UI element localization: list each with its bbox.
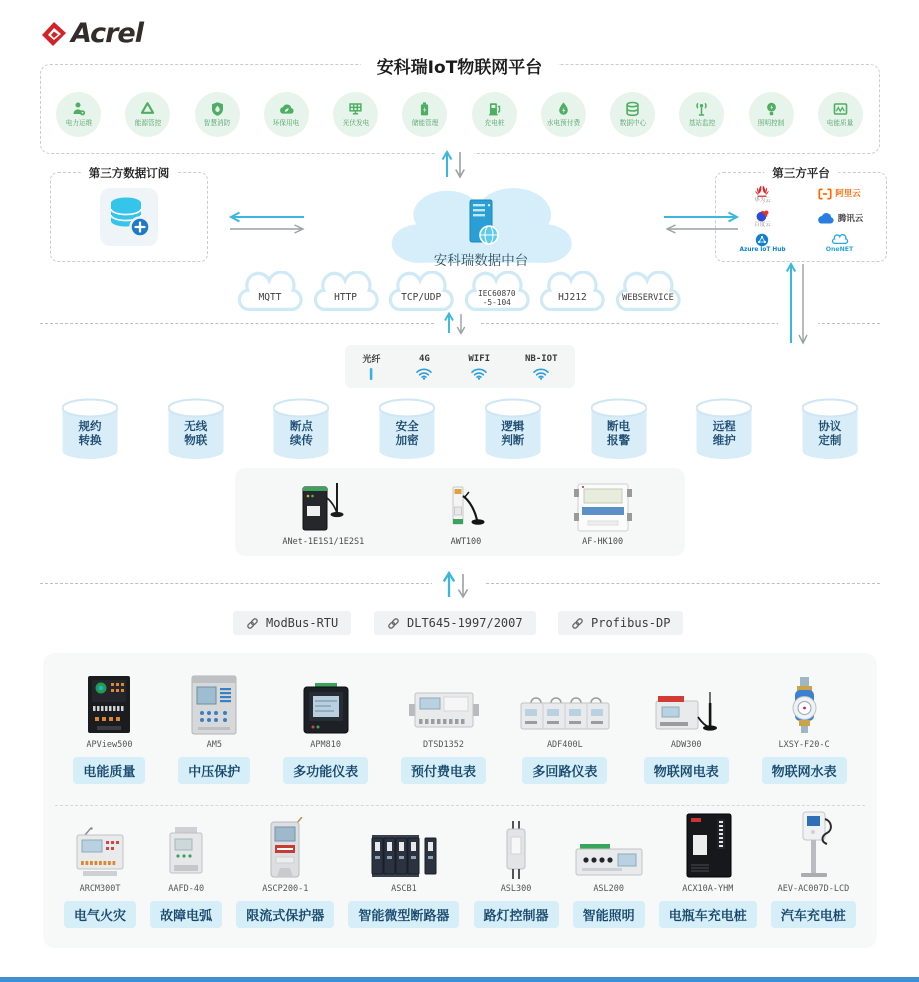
product-image-asl200 [574, 839, 644, 879]
conn-fiber: 光纤 [362, 352, 380, 381]
product-image-ascb1 [368, 833, 440, 879]
tencent-cloud-icon [816, 212, 835, 225]
fiber-icon [363, 367, 379, 381]
platform-title: 安科瑞IoT物联网平台 [0, 53, 919, 78]
wifi-icon [415, 366, 433, 380]
product-image-apm810 [301, 683, 351, 735]
link-icon [387, 617, 400, 630]
database-subscribe-tile [100, 188, 158, 246]
protocol-cloud-iec60870: IEC60870 -5-104 [460, 271, 534, 319]
product-category-tag: 多回路仪表 [522, 757, 607, 784]
field-protocol-modbus: ModBus-RTU [233, 611, 351, 635]
product-image-adw300 [653, 687, 719, 735]
wifi-icon [470, 366, 488, 380]
product-ascp200-1: ASCP200-1 限流式保护器 [236, 813, 334, 928]
database-subscribe-icon [105, 194, 153, 240]
azure-iot-hub-icon [755, 233, 769, 247]
eco-power-icon [278, 101, 295, 117]
protocol-cloud-webservice: WEBSERVICE [611, 271, 685, 319]
power-quality-icon [832, 101, 849, 117]
conn-4g: 4G [415, 354, 433, 380]
huawei-cloud-icon [754, 185, 770, 198]
power-ops-icon [70, 101, 87, 117]
platform-huawei-cloud: 华为云 [754, 185, 771, 205]
conn-wifi: WIFI [468, 354, 490, 380]
gateway-devices-box [235, 468, 685, 556]
sync-arrows-right-vertical [784, 260, 810, 346]
product-adf400l: ADF400L 多回路仪表 [519, 669, 611, 784]
platform-azure-iot-hub: Azure IoT Hub [739, 233, 785, 254]
data-center-icon [624, 101, 641, 117]
product-category-tag: 电气火灾 [64, 901, 136, 928]
product-asl300: ASL300 路灯控制器 [474, 813, 559, 928]
capability-cylinder: 断电 报警 [591, 398, 647, 460]
product-category-tag: 物联网电表 [644, 757, 729, 784]
product-image-asl300 [494, 821, 538, 879]
app-item-solar: 光伏发电 [333, 92, 378, 137]
platform-tencent-cloud: 腾讯云 [816, 212, 864, 225]
gateway-af-hk100: AF-HK100 [568, 482, 638, 547]
app-item-power-ops: 电力运维 [56, 92, 101, 137]
product-ascb1: ASCB1 智能微型断路器 [348, 813, 459, 928]
product-lxsy-f20-c: LXSY-F20-C 物联网水表 [762, 669, 847, 784]
data-hub-server-icon [461, 199, 501, 247]
alibaba-cloud-icon [818, 188, 832, 200]
link-icon [571, 617, 584, 630]
product-image-arcm300t [71, 827, 129, 879]
product-category-tag: 限流式保护器 [236, 901, 334, 928]
product-category-tag: 预付费电表 [401, 757, 486, 784]
field-protocol-dlt645: DLT645-1997/2007 [374, 611, 536, 635]
product-aafd-40: AAFD-40 故障电弧 [150, 813, 222, 928]
capability-cylinder: 安全 加密 [379, 398, 435, 460]
product-aev-ac007d-lcd: AEV-AC007D-LCD 汽车充电桩 [771, 813, 856, 928]
onenet-icon [831, 234, 849, 246]
ev-charger-icon [486, 101, 503, 117]
protocol-cloud-tcp-udp: TCP/UDP [384, 271, 458, 319]
product-category-tag: 物联网水表 [762, 757, 847, 784]
third-party-data-subscription-box [50, 166, 208, 262]
product-image-lxsy-f20-c [782, 677, 827, 735]
app-item-eco-power: 环保用电 [264, 92, 309, 137]
app-item-prepaid-water-power: 水电预付费 [541, 92, 586, 137]
products-panel [43, 653, 877, 948]
product-image-dtsd1352 [408, 687, 480, 735]
app-item-base-station: 基站监控 [679, 92, 724, 137]
exchange-arrows-left [226, 210, 308, 236]
fire-safety-icon [209, 101, 226, 117]
capability-cylinder: 无线 物联 [168, 398, 224, 460]
product-image-adf400l [519, 693, 611, 735]
acrel-data-hub-cloud [373, 186, 589, 282]
product-adw300: ADW300 物联网电表 [644, 669, 729, 784]
platform-alibaba-cloud: 阿里云 [818, 188, 861, 200]
gateway-image-af-hk100 [568, 482, 638, 534]
product-image-ascp200-1 [263, 817, 307, 879]
app-item-fire-safety: 智慧消防 [195, 92, 240, 137]
capabilities-row [62, 398, 858, 460]
product-apm810: APM810 多功能仪表 [283, 669, 368, 784]
product-category-tag: 路灯控制器 [474, 901, 559, 928]
capability-cylinder: 远程 维护 [696, 398, 752, 460]
capability-cylinder: 断点 续传 [273, 398, 329, 460]
logo-text: Acrel [71, 18, 143, 49]
exchange-arrows-right [660, 210, 742, 236]
energy-storage-icon [416, 101, 433, 117]
capability-cylinder: 协议 定制 [802, 398, 858, 460]
right-box-title: 第三方平台 [764, 165, 838, 181]
conn-nb-iot: NB-IOT [525, 354, 558, 380]
wifi-icon [532, 366, 550, 380]
products-row-1 [57, 669, 863, 784]
product-category-tag: 故障电弧 [150, 901, 222, 928]
products-row-2 [57, 813, 863, 928]
gateway-anet: ANet-1E1S1/1E2S1 [282, 482, 364, 547]
prepaid-water-power-icon [555, 101, 572, 117]
sync-arrows-mid-upper [440, 311, 470, 336]
sync-arrows-mid-lower [438, 570, 474, 600]
gateway-awt100: AWT100 [439, 482, 493, 547]
product-category-tag: 智能微型断路器 [348, 901, 459, 928]
baidu-cloud-icon [755, 209, 770, 222]
sync-arrows-top [438, 149, 470, 180]
product-image-apview500 [81, 675, 137, 735]
left-box-title: 第三方数据订阅 [81, 165, 178, 181]
base-station-icon [693, 101, 710, 117]
product-category-tag: 多功能仪表 [283, 757, 368, 784]
product-apview500: APView500 电能质量 [73, 669, 145, 784]
capability-cylinder: 逻辑 判断 [485, 398, 541, 460]
product-category-tag: 中压保护 [178, 757, 250, 784]
lighting-icon [763, 101, 780, 117]
solar-icon [347, 101, 364, 117]
footer-bar [0, 977, 919, 982]
app-item-ev-charger: 充电桩 [472, 92, 517, 137]
product-category-tag: 电能质量 [73, 757, 145, 784]
capability-cylinder: 规约 转换 [62, 398, 118, 460]
product-asl200: ASL200 智能照明 [573, 813, 645, 928]
field-protocol-profibus: Profibus-DP [558, 611, 683, 635]
gateway-image-awt100 [439, 482, 493, 534]
link-icon [246, 617, 259, 630]
product-category-tag: 电瓶车充电桩 [659, 901, 757, 928]
products-divider [55, 805, 865, 806]
app-item-energy-mgmt: 能源管控 [125, 92, 170, 137]
gateway-image-anet [291, 482, 355, 534]
product-am5: AM5 中压保护 [178, 669, 250, 784]
app-item-lighting: 照明控制 [749, 92, 794, 137]
platform-baidu-cloud: 百度云 [754, 209, 771, 229]
product-arcm300t: ARCM300T 电气火灾 [64, 813, 136, 928]
protocol-cloud-hj212: HJ212 [535, 271, 609, 319]
protocol-cloud-mqtt: MQTT [233, 271, 307, 319]
product-image-aev-ac007d-lcd [787, 811, 839, 879]
application-icons-row [56, 92, 863, 137]
product-image-am5 [188, 675, 240, 735]
protocol-cloud-http: HTTP [309, 271, 383, 319]
product-image-aafd-40 [163, 825, 209, 879]
app-item-energy-storage: 储能管理 [402, 92, 447, 137]
product-acx10a-yhw: ACX10A-YHM 电瓶车充电桩 [659, 813, 757, 928]
product-category-tag: 智能照明 [573, 901, 645, 928]
product-category-tag: 汽车充电桩 [771, 901, 856, 928]
data-hub-label: 安科瑞数据中台 [433, 253, 529, 269]
app-item-data-center: 数据中心 [610, 92, 655, 137]
connectivity-bar [345, 345, 575, 388]
platform-onenet: OneNET [826, 234, 854, 253]
energy-mgmt-icon [139, 101, 156, 117]
acrel-logo [38, 18, 143, 49]
product-image-acx10a-yhw [679, 813, 737, 879]
app-item-power-quality: 电能质量 [818, 92, 863, 137]
acrel-logo-icon [38, 19, 68, 49]
product-dtsd1352: DTSD1352 预付费电表 [401, 669, 486, 784]
